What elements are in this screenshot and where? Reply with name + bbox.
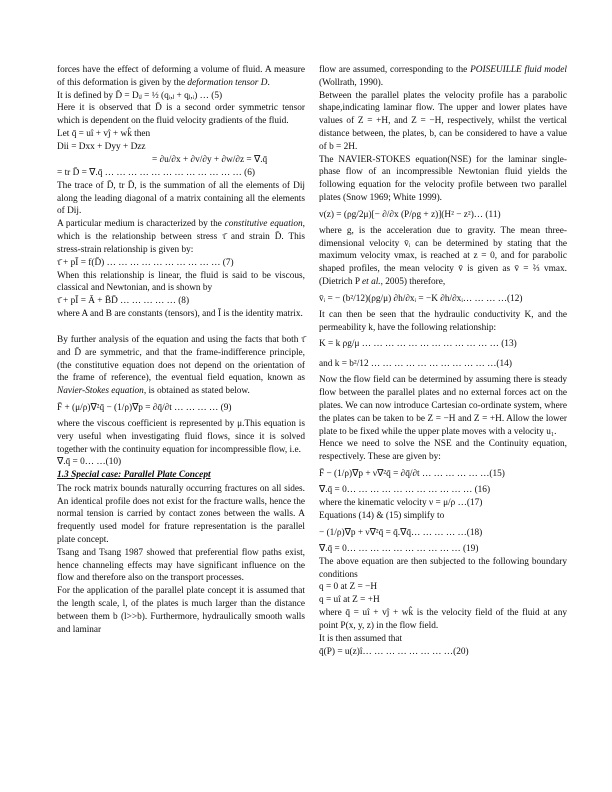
- text-run: flow are assumed, corresponding to the: [319, 65, 471, 75]
- two-column-layout: [57, 64, 567, 659]
- equation-6: = tr D̄ = ∇.q̄ … … … … … … … … … … … … (6): [57, 167, 255, 178]
- boundary-condition-2: q = uî at Z = +H: [319, 595, 380, 606]
- equation-trace-2: = ∂u/∂x + ∂v/∂y + ∂w/∂z = ∇.q̄: [152, 154, 268, 165]
- emphasized-text: Navier-Stokes equation: [57, 386, 144, 397]
- paragraph: [319, 225, 567, 289]
- section-heading-1-3: 1.3 Special case: Parallel Plate Concept: [57, 470, 211, 481]
- paragraph: [319, 64, 567, 90]
- text-run: , is obtained as stated below.: [143, 386, 250, 397]
- text-run: forces have the effect of deforming a volume of fluid. A measure of this deformation is given by the: [57, 65, 305, 88]
- paragraph: The above equation are then subjected to the following boundary conditions: [319, 556, 567, 580]
- paragraph: where the viscous coefficient is represented by μ.This equation is very useful when investigating fluid flows, since it is solved together with the continuity equation for incompressible flow, i.e.: [57, 418, 305, 455]
- paragraph: The trace of D̄, tr D̄, is the summation of all the elements of Dij along the leading diagonal of a matrix containing all the elements of Dij.: [57, 180, 305, 217]
- paragraph: [57, 64, 305, 90]
- paragraph: Between the parallel plates the velocity profile has a parabolic shape,indicating laminar flow. The upper and lower plates have values of Z = +H, and Z = −H, respectively, whilst the vertical distance between, the plates, b, can be considered to have a value of b = 2H.: [319, 90, 567, 152]
- emphasized-text: et al.: [362, 276, 381, 287]
- equation-7: τ̄ + pĪ = f(D̄) … … … … … … … … … … (7): [57, 257, 234, 268]
- equation-trace-1: Dii = Dxx + Dyy + Dzz: [57, 141, 146, 152]
- paragraph: Now the flow field can be determined by assuming there is steady flow between the parallel plates and no external forces act on the plates. We can now introduce Cartesian co-ordinate system, where the plates can be taken to be Z = −H and Z = +H. Allow the lower plate to be fixed while the upper plate moves with a velocity u₁.: [319, 375, 567, 437]
- equation-11: v(z) = (ρg/2μ)[− ∂/∂x (P/ρg + z)](H² − z²)… (11): [319, 209, 501, 220]
- paragraph: where q̄ = uî + vĵ + wk̂ is the velocity field of the fluid at any point P(x, y, z) in the flow field.: [319, 608, 567, 632]
- emphasized-text: POISEUILLE fluid model: [470, 65, 568, 75]
- paragraph: The NAVIER-STOKES equation(NSE) for the laminar single-phase flow of an incompressible Newtonian fluid yields the following equation for the velocity profile between two parallel plates (Snow 1969; White 1999).: [319, 154, 567, 203]
- paragraph: It can then be seen that the hydraulic conductivity K, and the permeability k, have the following relationship:: [319, 309, 567, 333]
- text-run: By further analysis of the equation and using the facts that both τ̄ and D̄ are symmetric, and that the frame-indifference principle, (the constitutive equation does not depend on the orientation of the frame of reference), the eventual field equation, known as: [57, 334, 305, 384]
- right-column: [319, 64, 567, 659]
- equation-15: F̄ − (1/ρ)∇p + ν∇²q̄ = ∂q̄/∂t … … … … … …(15): [319, 468, 505, 479]
- equation-8: τ̄ + pĪ = Ā + B̄D̄ … … … … … (8): [57, 296, 190, 307]
- text-run: , which is the relationship between stress τ̄ and strain D̄. This stress-strain relationship is given by:: [57, 219, 305, 255]
- text-run: , 2005) therefore,: [380, 276, 446, 287]
- equation-13: K = k ρg/μ … … … … … … … … … … … … (13): [319, 339, 517, 350]
- equation-17: where the kinematic velocity ν = μ/ρ …(17): [319, 497, 483, 508]
- text-run: where g, is the acceleration due to gravity. The mean three-dimensional velocity v̄ᵢ can be determined by stating that the maximum velocity vmax, is reached at z = 0, and for parabolic shaped profiles, the mean velocity v̄ is given as v̄ = ⅔ vmax. (Dietrich P: [319, 225, 567, 287]
- equation-19: ∇.q̄ = 0… … … … … … … … … … (19): [319, 543, 479, 554]
- paragraph: Tsang and Tsang 1987 showed that preferential flow paths exist, hence channeling effects may have significant influence on the flow and therefore also on the transport processes.: [57, 547, 305, 584]
- definition-line: Let q̄ = uî + vĵ + wk̂ then: [57, 128, 151, 139]
- equation-10: ∇.q̄ = 0… …(10): [57, 457, 122, 468]
- boundary-condition-1: q = 0 at Z = −H: [319, 582, 378, 593]
- equation-5: It is defined by D̄ = Dᵢⱼ = ½ (qᵢ,ⱼ + qⱼ,ᵢ) … (5): [57, 90, 223, 101]
- paragraph: Here it is observed that D̄ is a second order symmetric tensor which is dependent on the fluid velocity gradients of the fluid.: [57, 103, 305, 127]
- equation-12: v̄ᵢ = − (b²/12)(ρg/μ) ∂h/∂xᵢ = −K ∂h/∂xᵢ… … … …(12): [319, 293, 523, 304]
- equation-18: − (1/ρ)∇p + ν∇²q̄ = q̄.∇q̄… … … … …(18): [319, 527, 483, 538]
- paragraph: [57, 218, 305, 256]
- emphasized-text: deformation tensor D: [187, 77, 268, 88]
- text-run: (Wollrath, 1990).: [319, 77, 384, 88]
- equation-14: and k = b²/12 … … … … … … … … … … …(14): [319, 359, 512, 370]
- paragraph: [57, 334, 305, 398]
- left-column: [57, 64, 305, 659]
- equation-20: q̄(P) = u(z)î… … … … … … … …(20): [319, 646, 469, 657]
- emphasized-text: constitutive equation: [224, 219, 303, 230]
- paragraph: When this relationship is linear, the fluid is said to be viscous, classical and Newtonian, and is shown by: [57, 270, 305, 294]
- paragraph: For the application of the parallel plate concept it is assumed that the length scale, l, of the plates is much larger than the distance between them b (l>>b). Furthermore, hydraulically smooth walls and laminar: [57, 586, 305, 635]
- text-run: A particular medium is characterized by the: [57, 219, 225, 230]
- paragraph: The rock matrix bounds naturally occurring fractures on all sides. An identical profile does not exist for the fracture walls, hence the normal tension is carried by contact zones between the walls. A frequently used model for frature representation is the parallel plate concept.: [57, 483, 305, 546]
- equation-16: ∇.q̄ = 0… … … … … … … … … … … (16): [319, 484, 491, 495]
- paragraph: Hence we need to solve the NSE and the Continuity equation, respectively. These are given by:: [319, 439, 567, 463]
- text-run: .: [267, 77, 270, 88]
- assumption-line: It is then assumed that: [319, 633, 403, 644]
- equations-simplify-line: Equations (14) & (15) simplify to: [319, 510, 445, 521]
- paragraph: where A and B are constants (tensors), and Ī is the identity matrix.: [57, 309, 303, 320]
- equation-9: F̄ + (μ/ρ)∇²q̄ − (1/ρ)∇p = ∂q̄/∂t … … … … (9): [57, 402, 232, 413]
